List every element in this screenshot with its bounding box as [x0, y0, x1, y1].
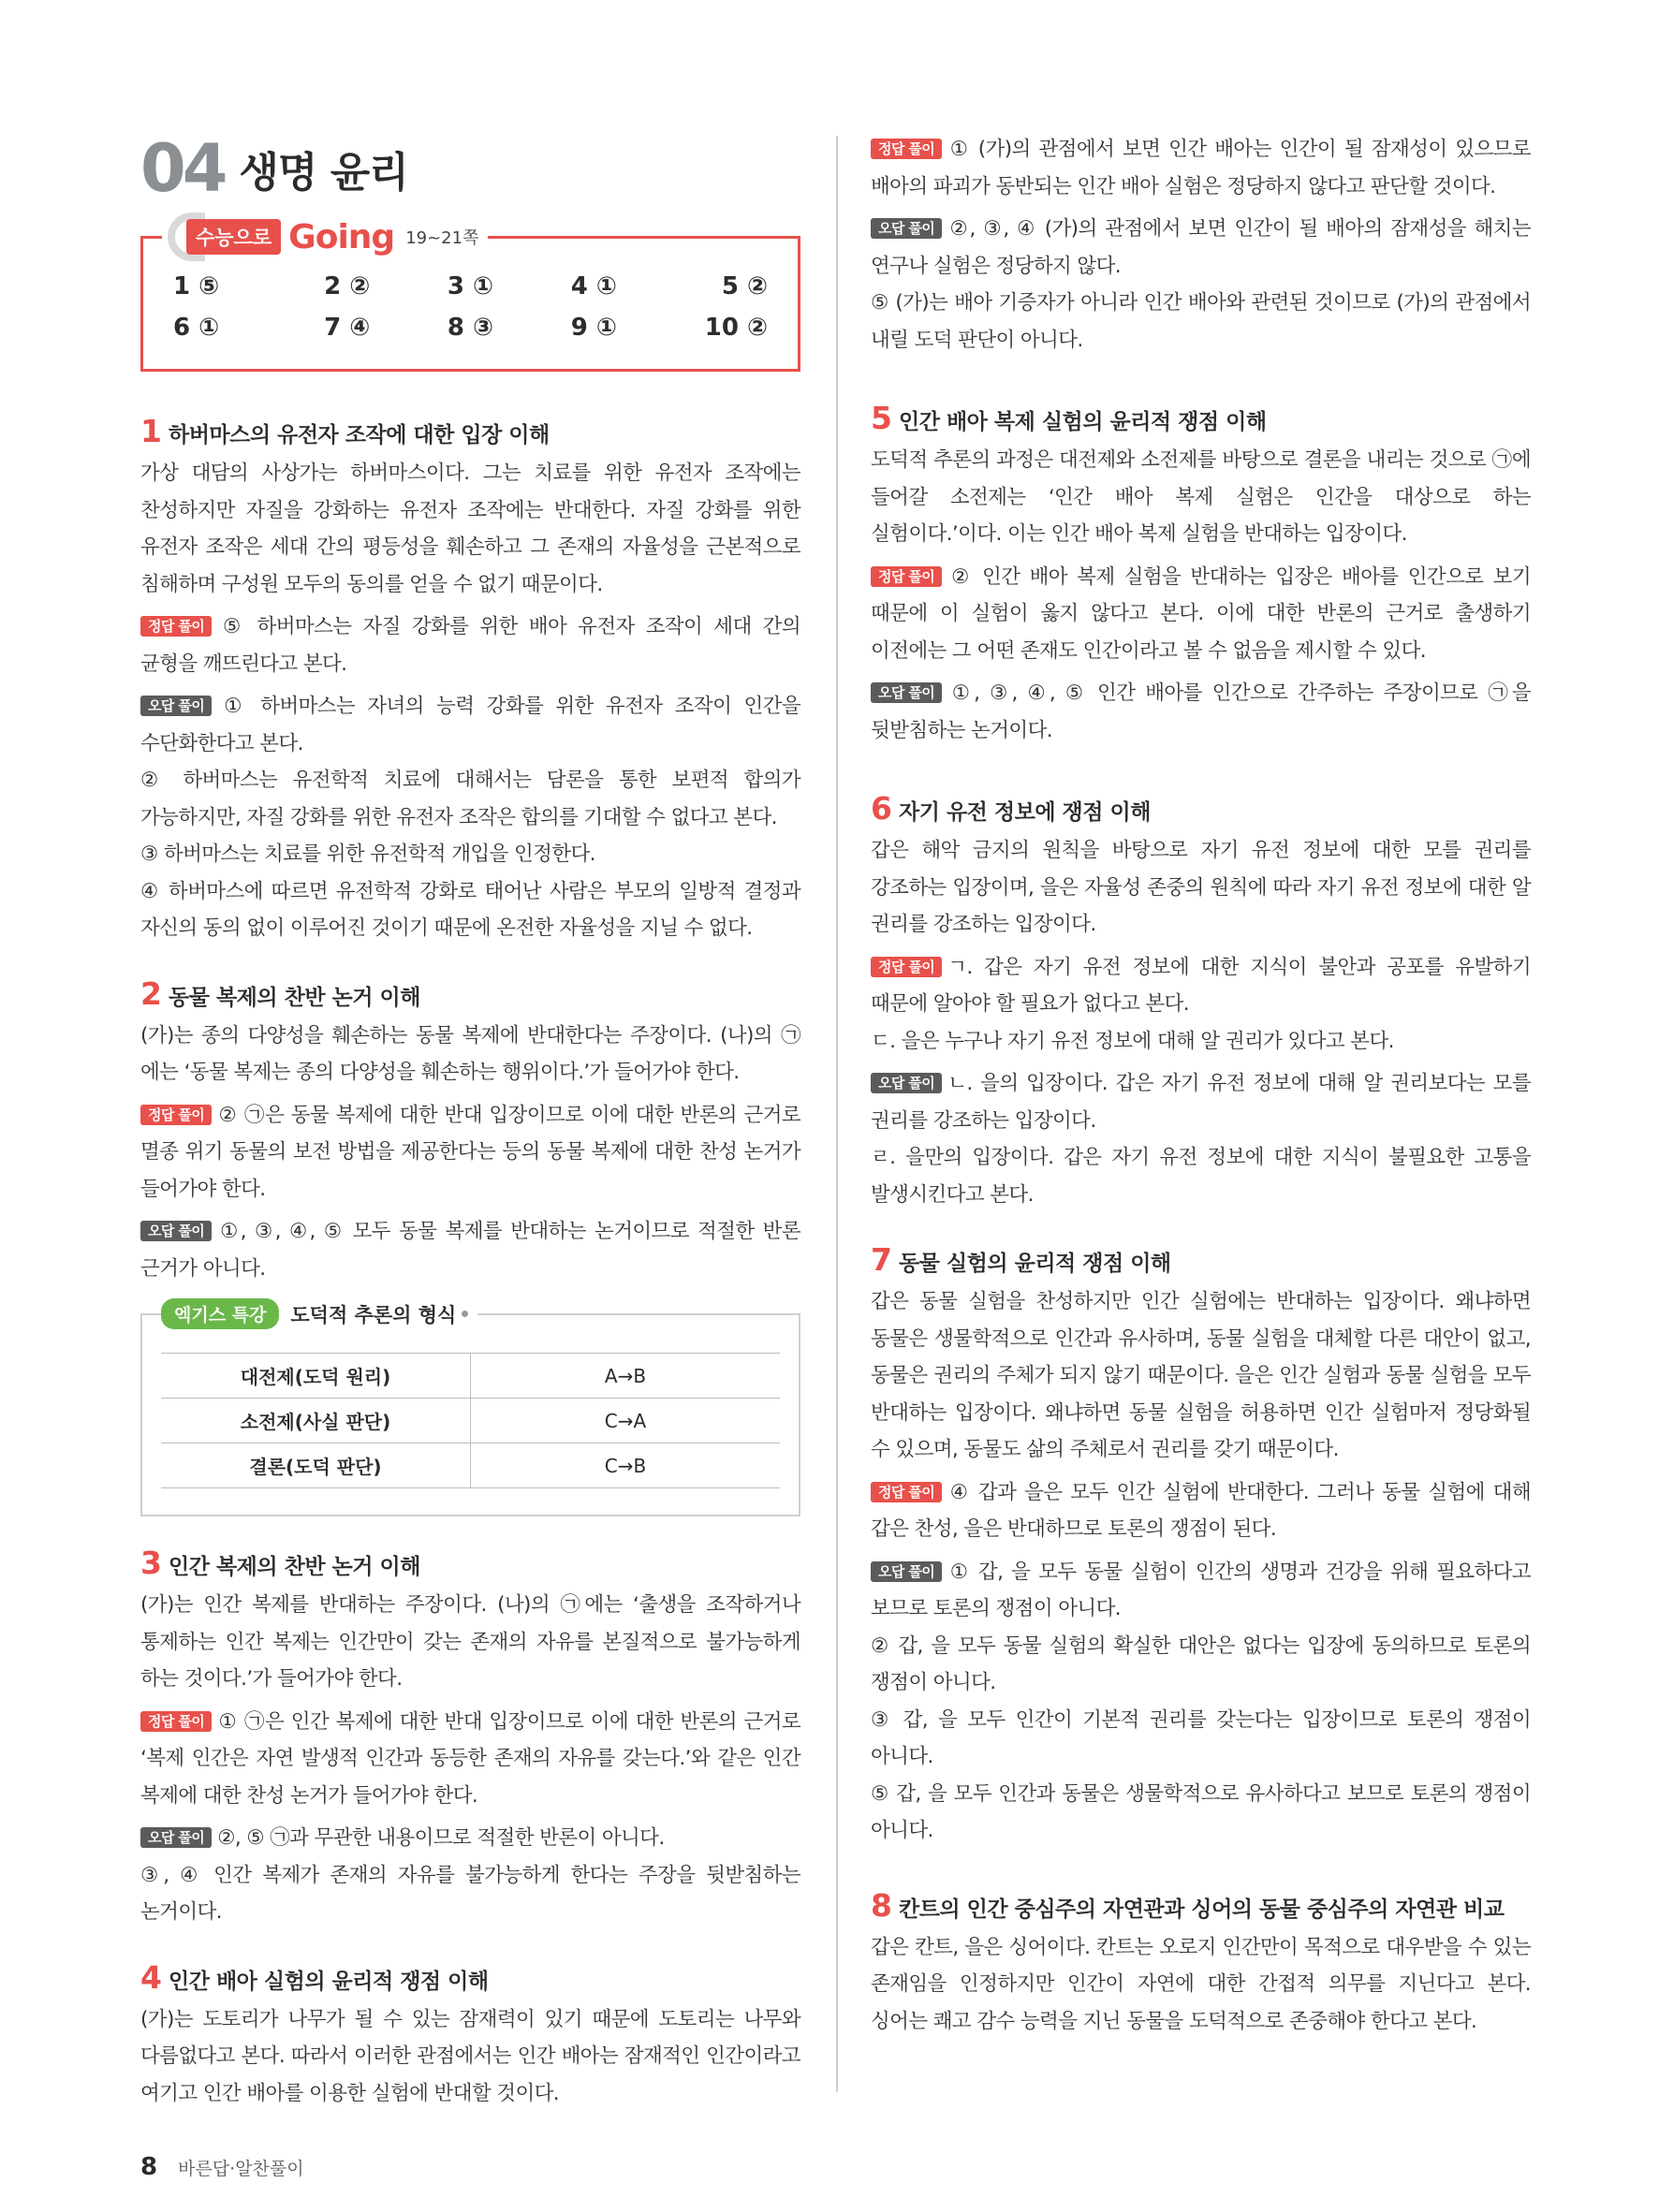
answer-item: 6 ①	[173, 314, 220, 342]
wrong-badge: 오답 풀이	[140, 696, 212, 716]
column-divider	[836, 136, 838, 2092]
correct-explanation: 정답 풀이 ㄱ. 갑은 자기 유전 정보에 대한 지식이 불안과 공포를 유발하기 때문에 알아야 할 필요가 없다고 본다.	[871, 955, 1531, 1016]
table-cell-value: A→B	[471, 1354, 781, 1399]
wrong-explanation-item: ㄹ. 을만의 입장이다. 갑은 자기 유전 정보에 대한 지식이 불필요한 고통을 발생시킨다고 본다.	[871, 1146, 1531, 1207]
answer-item: 9 ①	[570, 314, 617, 342]
section-8	[871, 1887, 1531, 2041]
table-row	[161, 1354, 780, 1399]
section-number: 2	[140, 974, 162, 1012]
footer-label: 바른답·알찬풀이	[178, 2159, 304, 2179]
section-body: 갑은 칸트, 을은 싱어이다. 칸트는 오로지 인간만이 목적으로 대우받을 수 있는 존재임을 인정하지만 인간이 자연에 대한 간접적 의무를 지닌다고 본다. 싱어는 쾌고 감수 능력을 지닌 동물을 도덕적으로 존중해야 한다고 본다.	[871, 1935, 1531, 2033]
table-row	[161, 1443, 780, 1488]
tag-pages: 19~21쪽	[405, 228, 479, 248]
answer-summary-box	[140, 217, 800, 372]
section-1	[140, 413, 800, 947]
answer-item: 3 ①	[447, 272, 494, 300]
answer-item: 4 ①	[570, 272, 617, 300]
wrong-explanation: 오답 풀이 ㄴ. 을의 입장이다. 갑은 자기 유전 정보에 대해 알 권리보다는 모를 권리를 강조하는 입장이다.	[871, 1072, 1531, 1133]
table-cell-value: C→B	[471, 1443, 781, 1488]
wrong-explanation-item: ③ 갑, 을 모두 인간이 기본적 권리를 갖는다는 입장이므로 토론의 쟁점이 아니다.	[871, 1707, 1531, 1768]
tag-going: Going	[288, 217, 395, 256]
section-5	[871, 400, 1531, 749]
section-number: 6	[871, 790, 892, 827]
wrong-explanation: 오답 풀이 ①, ③, ④, ⑤ 인간 배아를 인간으로 간주하는 주장이므로 ㉠을 뒷받침하는 논거이다.	[871, 681, 1531, 742]
section-title: 인간 배아 복제 실험의 윤리적 쟁점 이해	[899, 410, 1267, 434]
table-cell-key: 대전제(도덕 원리)	[161, 1354, 471, 1399]
wrong-badge: 오답 풀이	[871, 682, 942, 703]
section-title: 자기 유전 정보에 쟁점 이해	[899, 800, 1151, 825]
section-title: 동물 복제의 찬반 논거 이해	[169, 985, 420, 1010]
correct-explanation: 정답 풀이 ① ㉠은 인간 복제에 대한 반대 입장이므로 이에 대한 반론의 근거로 ‘복제 인간은 자연 발생적 인간과 동등한 존재의 자유를 갖는다.’와 같은 인간 복제에 대한 찬성 논거가 들어가야 한다.	[140, 1709, 800, 1808]
section-body: (가)는 도토리가 나무가 될 수 있는 잠재력이 있기 때문에 도토리는 나무와 다름없다고 본다. 따라서 이러한 관점에서는 인간 배아는 잠재적인 인간이라고 여기고 인간 배아를 이용한 실험에 반대할 것이다.	[140, 2007, 800, 2105]
wrong-explanation-item: ⑤ (가)는 배아 기증자가 아니라 인간 배아와 관련된 것이므로 (가)의 관점에서 내릴 도덕 판단이 아니다.	[871, 291, 1531, 352]
answer-item: 8 ③	[447, 314, 494, 342]
answer-item: 2 ②	[324, 272, 371, 300]
answer-grid	[162, 272, 779, 342]
correct-badge: 정답 풀이	[871, 957, 942, 977]
section-heading	[871, 1241, 1531, 1278]
wrong-explanation: 오답 풀이 ①, ③, ④, ⑤ 모두 동물 복제를 반대하는 논거이므로 적절한 반론 근거가 아니다.	[140, 1220, 800, 1281]
section-heading	[871, 400, 1531, 436]
section-body: (가)는 인간 복제를 반대하는 주장이다. (나)의 ㉠에는 ‘출생을 조작하거나 통제하는 인간 복제는 인간만이 갖는 존재의 자유를 본질적으로 불가능하게 하는 것이다.’가 들어가야 한다.	[140, 1593, 800, 1691]
wrong-explanation-item: ⑤ 갑, 을 모두 인간과 동물은 생물학적으로 유사하다고 보므로 토론의 쟁점이 아니다.	[871, 1781, 1531, 1842]
wrong-explanation-item: ③ 하버마스는 치료를 위한 유전학적 개입을 인정한다.	[140, 842, 595, 866]
wrong-explanation-item: ② 갑, 을 모두 동물 실험의 확실한 대안은 없다는 입장에 동의하므로 토론의 쟁점이 아니다.	[871, 1633, 1531, 1694]
page-footer	[140, 2153, 304, 2181]
section-2	[140, 975, 800, 1288]
wrong-explanation-item: ③, ④ 인간 복제가 존재의 자유를 불가능하게 한다는 주장을 뒷받침하는 논거이다.	[140, 1863, 800, 1924]
wrong-badge: 오답 풀이	[140, 1827, 212, 1848]
answer-item: 10 ②	[704, 314, 768, 342]
wrong-explanation: 오답 풀이 ②, ⑤ ㉠과 무관한 내용이므로 적절한 반론이 아니다.	[140, 1820, 800, 1857]
correct-badge: 정답 풀이	[140, 1711, 212, 1732]
section-number: 4	[140, 1958, 162, 1996]
chapter-header	[140, 131, 800, 206]
correct-badge: 정답 풀이	[871, 566, 942, 587]
section-title: 인간 배아 실험의 윤리적 쟁점 이해	[169, 1969, 489, 1994]
dot-icon	[462, 1311, 468, 1317]
table-cell-value: C→A	[471, 1399, 781, 1443]
section-number: 5	[871, 400, 892, 436]
wrong-badge: 오답 풀이	[871, 1561, 942, 1582]
extra-tag	[161, 1298, 477, 1329]
section-4	[140, 1959, 800, 2113]
correct-explanation: 정답 풀이 ④ 갑과 을은 모두 인간 실험에 반대한다. 그러나 동물 실험에 대해 갑은 찬성, 을은 반대하므로 토론의 쟁점이 된다.	[871, 1480, 1531, 1541]
section-title: 인간 복제의 찬반 논거 이해	[169, 1555, 420, 1579]
section-number: 1	[140, 413, 162, 449]
section-number: 7	[871, 1241, 892, 1278]
section-heading	[871, 1887, 1531, 1924]
table-cell-key: 소전제(사실 판단)	[161, 1399, 471, 1443]
wrong-explanation-item: ④ 하버마스에 따르면 유전학적 강화로 태어난 사람은 부모의 일방적 결정과 자신의 동의 없이 이루어진 것이기 때문에 온전한 자율성을 지닐 수 없다.	[140, 879, 800, 940]
section-3	[140, 1545, 800, 1931]
answer-item: 1 ⑤	[173, 272, 220, 300]
chapter-number: 04	[140, 130, 225, 207]
section-heading	[140, 1959, 800, 1996]
section-body: 갑은 해악 금지의 원칙을 바탕으로 자기 유전 정보에 대한 모를 권리를 강조하는 입장이며, 을은 자율성 존중의 원칙에 따라 자기 유전 정보에 대한 알 권리를 강조하는 입장이다.	[871, 839, 1531, 936]
section-body: 갑은 동물 실험을 찬성하지만 인간 실험에는 반대하는 입장이다. 왜냐하면 동물은 생물학적으로 인간과 유사하며, 동물 실험을 대체할 다른 대안이 없고, 동물은 권리의 주체가 되지 않기 때문이다. 을은 인간 실험과 동물 실험을 모두 반대하는 입장이다. 왜냐하면 동물 실험을 허용하면 인간 실험마저 정당화될 수 있으며, 동물도 삶의 주체로서 권리를 갖기 때문이다.	[871, 1290, 1531, 1461]
correct-badge: 정답 풀이	[140, 1105, 212, 1125]
section-number: 3	[140, 1545, 162, 1581]
answer-item: 7 ④	[324, 314, 371, 342]
correct-explanation-item: ㄷ. 을은 누구나 자기 유전 정보에 대해 알 권리가 있다고 본다.	[871, 1029, 1394, 1053]
section-body: (가)는 종의 다양성을 훼손하는 동물 복제에 반대한다는 주장이다. (나)의 ㉠에는 ‘동물 복제는 종의 다양성을 훼손하는 행위이다.’가 들어가야 한다.	[140, 1023, 800, 1084]
correct-explanation: 정답 풀이 ⑤ 하버마스는 자질 강화를 위한 배아 유전자 조작이 세대 간의 균형을 깨뜨린다고 본다.	[140, 615, 800, 676]
table-cell-key: 결론(도덕 판단)	[161, 1443, 471, 1488]
correct-badge: 정답 풀이	[871, 139, 942, 159]
correct-explanation: 정답 풀이 ② ㉠은 동물 복제에 대한 반대 입장이므로 이에 대한 반론의 근거로 멸종 위기 동물의 보전 방법을 제공한다는 등의 동물 복제에 대한 찬성 논거가 들어가야 한다.	[140, 1103, 800, 1201]
correct-explanation: 정답 풀이 ② 인간 배아 복제 실험을 반대하는 입장은 배아를 인간으로 보기 때문에 이 실험이 옳지 않다고 본다. 이에 대한 반론의 근거로 출생하기 이전에는 그 어떤 존재도 인간이라고 볼 수 없음을 제시할 수 있다.	[871, 564, 1531, 663]
extra-title: 도덕적 추론의 형식	[290, 1303, 457, 1326]
section-title: 칸트의 인간 중심주의 자연관과 싱어의 동물 중심주의 자연관 비교	[899, 1897, 1505, 1922]
correct-badge: 정답 풀이	[140, 616, 212, 637]
correct-explanation: 정답 풀이 ① (가)의 관점에서 보면 인간 배아는 인간이 될 잠재성이 있으므로 배아의 파괴가 동반되는 인간 배아 실험은 정당하지 않다고 판단할 것이다.	[871, 138, 1531, 198]
wrong-explanation: 오답 풀이 ① 갑, 을 모두 동물 실험이 인간의 생명과 건강을 위해 필요하다고 보므로 토론의 쟁점이 아니다.	[871, 1560, 1531, 1620]
answer-box-tag	[162, 212, 488, 261]
section-heading	[140, 1545, 800, 1581]
section-number: 8	[871, 1886, 892, 1924]
section-heading	[140, 413, 800, 449]
table-row	[161, 1399, 780, 1443]
wrong-badge: 오답 풀이	[871, 218, 942, 239]
section-heading	[140, 975, 800, 1012]
section-7	[871, 1241, 1531, 1850]
section-4-continued	[871, 131, 1531, 359]
extra-pill: 엑기스 특강	[161, 1298, 279, 1329]
section-6	[871, 790, 1531, 1213]
correct-badge: 정답 풀이	[871, 1482, 942, 1502]
extra-lecture-box	[140, 1303, 800, 1516]
wrong-explanation: 오답 풀이 ① 하버마스는 자녀의 능력 강화를 위한 유전자 조작이 인간을 수단화한다고 본다.	[140, 695, 800, 755]
reasoning-table	[161, 1353, 780, 1488]
section-body: 도덕적 추론의 과정은 대전제와 소전제를 바탕으로 결론을 내리는 것으로 ㉠에 들어갈 소전제는 ‘인간 배아 복제 실험은 인간을 대상으로 하는 실험이다.’이다. 이는 인간 배아 복제 실험을 반대하는 입장이다.	[871, 448, 1531, 546]
section-title: 하버마스의 유전자 조작에 대한 입장 이해	[169, 423, 550, 447]
section-body: 가상 대담의 사상가는 하버마스이다. 그는 치료를 위한 유전자 조작에는 찬성하지만 자질을 강화하는 유전자 조작에는 반대한다. 자질 강화를 위한 유전자 조작은 세대 간의 평등성을 훼손하고 그 존재의 자율성을 근본적으로 침해하며 구성원 모두의 동의를 얻을 수 없기 때문이다.	[140, 461, 800, 596]
answer-item: 5 ②	[721, 272, 768, 300]
page-number: 8	[140, 2153, 158, 2181]
wrong-explanation: 오답 풀이 ②, ③, ④ (가)의 관점에서 보면 인간이 될 배아의 잠재성을 해치는 연구나 실험은 정당하지 않다.	[871, 217, 1531, 278]
wrong-explanation-item: ② 하버마스는 유전학적 치료에 대해서는 담론을 통한 보편적 합의가 가능하지만, 자질 강화를 위한 유전자 조작은 합의를 기대할 수 없다고 본다.	[140, 769, 800, 829]
wrong-badge: 오답 풀이	[871, 1073, 942, 1093]
section-title: 동물 실험의 윤리적 쟁점 이해	[899, 1252, 1171, 1276]
right-column	[871, 131, 1531, 2040]
chapter-title: 생명 윤리	[239, 149, 408, 197]
section-heading	[871, 790, 1531, 827]
left-column	[140, 131, 800, 2112]
tag-label: 수능으로	[186, 219, 281, 255]
wrong-badge: 오답 풀이	[140, 1221, 212, 1241]
